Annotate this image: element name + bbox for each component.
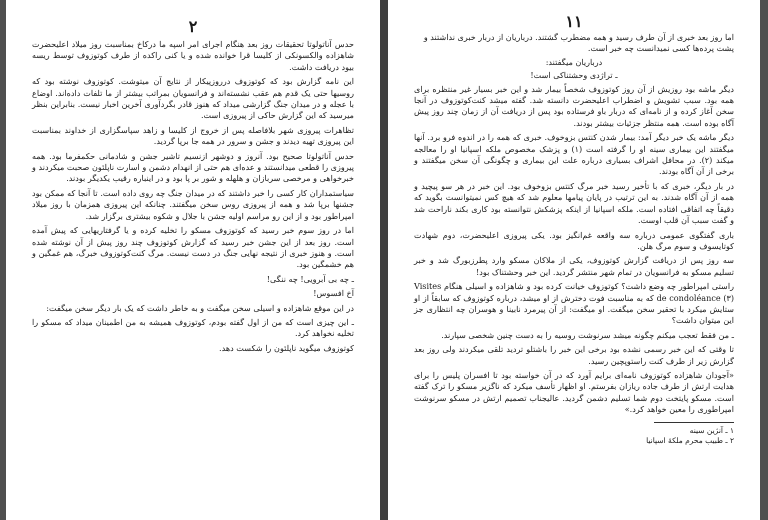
paragraph: سیاستمداران کار کسی را خبر داشتند که در میدان جنگ چه روی داده است. تا آنجا که ممکن بود جشنها برپا شد و همه از پیروزی روس سخن میگفتند. چنانکه این پیروزی همزمان با روز میلاد امپراطور بود و از این رو مراسم اولیه جشن با جلال و شکوه بیشتری برگزار شد. [32, 187, 354, 221]
paragraph: تظاهرات پیروزی شهر بلافاصله پس از خروج از کلیسا و زاهد سپاسگزاری از خداوند بمناسبت این پیروزی تهیه دیدند و جشن و سرور در همه جا برپا گردید. [32, 124, 354, 147]
paragraph: باری گفتگوی عمومی درباره سه واقعه غم‌انگیز بود. یکی پیروزی اعلیحضرت، دوم شهادت کوتایسوف و سوم مرگ هلن. [414, 229, 734, 251]
paragraph: در این موقع شاهزاده و اسیلی سخن میگفت و به خاطر داشت که یک بار دیگر سخن میگفت: [46, 302, 354, 313]
right-page [388, 0, 760, 520]
right-page-body [414, 84, 734, 416]
paragraph: حدس آناتولوتا صحیح بود. آنروز و دوشهر ازنسیم تاشیر جشن و شادمانی حکمفرما بود. همه پیروزی را قطعی میدانستند و عده‌ای هم حتی از انهدام دشمن و اسارت ناپلئون صحبت میکردند و خبرخواهی و مرخصی سربازان و هلهله و شور بر پا بود و در اینباره رقیب یکدیگر بودند. [32, 150, 354, 184]
page-gutter [380, 0, 388, 520]
footnote-divider [654, 422, 734, 423]
header-line: ـ تراژدی وحشتناکی است! [530, 70, 618, 81]
paragraph: ـ این چیزی است که من از اول گفته بودم، کوتوزوف همیشه به من اطمینان میداد که مسکو را تخلیه نخواهد کرد. [32, 316, 354, 339]
paragraph: راستی امپراطور چه وضع داشت؟ کوتوزوف خیانت کرده بود و شاهزاده و اسیلی هنگام Visites de condoléance (۳) که به مناسبت فوت دخترش از او میشد، درباره کوتوزوف که سابقاً از او ستایش میکرد با تحقیر سخن میگفت. او میگفت: از آن پیرمرد نابینا و هوسران چه انتظاری جز این میتوان داشت؟ [414, 281, 734, 326]
footnote: ۲ ـ طبیب محرم ملکهٔ اسپانیا [646, 435, 734, 445]
paragraph: آخ افسوس! [313, 288, 354, 299]
paragraph: تا وقتی که این خبر رسمی نشده بود برخی این خبر را باشتلو تردید تلقی میکردند ولی روز بعد گزارش زیر از طرف کنت راستوپچین رسید. [414, 344, 734, 366]
page-number: ۲ [188, 17, 198, 36]
paragraph: حدس آناتولوتا تحقیقات روز بعد هنگام اجرای امر اسپه ما درکاخ بمناسبت روز میلاد اعلیحضرت شاهزاده والکسونکی از کلیسا قرا خوانده شده و یا کنی راکده از طرف کوتوزوف توسط ریسه بیود دریافت داشت. [32, 39, 354, 72]
paragraph: در بار دیگر، خبری که با تأخیر رسید خبر مرگ کنتس بزوخوف بود. این خبر در هر سو پیچید و همه از آن آگاه شدند. به این ترتیب در پایان پیامها معلوم شد که هیچ کس نمیتوانست بگوید که دقیقاً چه اتفاقی افتاده است. ملکه اسپانیا از اینکه پزشکش نتوانسته بود کاری بکند ناراحت شد و گفت سبب آن قلب اوست. [414, 180, 734, 226]
paragraph: دیگر ماشه یک خبر دیگر آمد: بیمار شدن کنتس بزوخوف. خبری که همه را در اندوه فرو برد. آنها میگفتند این بیماری سینه او را گرفته است (۱) و پزشک مخصوص ملکه اسپانیا او را معالجه میکند (۲). در محافل اشراف بسیاری درباره علت این بیماری و چگونگی آن سخن میگفتند و برخی از آن آگاه بودند. [414, 132, 734, 177]
paragraph: دیگر ماشه بود روزیش از آن روز کوتوزوف شخصاً بیمار شد و این خبر بسیار غیر منتظره برای همه بود. سبب تشویش و اضطراب اعلیحضرت دانسته شد. گفته میشد کنت‌کوتوزوف در آنجا سخن آغاز کرده و از نامه‌ای که دربار باو فرستاده بود پس از دریافت آن از زمان چند روز پیش آگاه بوده است. همه منتظر جزئیات بیشتر بودند. [414, 83, 734, 128]
paragraph: این نامه گزارش بود که کوتوزوف درروزپیکار از نتایج آن میتوشت. کوتوزوف نوشته بود که روسیها حتی یک قدم هم عقب نشسته‌اند و فرانسویان بمراتب بیشتر از ما تلفات داده‌اند. اوضاع با عجله و در میدان جنگ گزارشی میداد که هنوز قادر بگردآوری آخرین اخبار نیست. بنابراین بنظر میرسید که این گزارش حاکی از پیروزی است. [32, 76, 354, 121]
paragraph: ـ چه بی آبرویی! چه ننگی! [266, 273, 354, 284]
paragraph: کوتوزوف میگوید ناپلئون را شکست دهد. [219, 342, 354, 353]
header-line: درباریان میگفتند: [545, 56, 603, 67]
paragraph: ـ من فقط تعجب میکنم چگونه میشد سرنوشت روسیه را به دست چنین شخصی سپارند. [441, 329, 734, 340]
paragraph: اما در روز سوم خبر رسید که کوتوزوف مسکو را تخلیه کرده و یا گرفتاریهایی که پیش آمده است. روز بعد از این جشن خبر رسید که گزارش کوتوزوف چند روز پیش از آن نوشته شده است. و هنوز خبری از نتیجه نهایی جنگ در دست نیست. مرگ کنت‌کوتوزوف خبرگ، هم غمگین و هم خشمگین بود. [32, 225, 354, 270]
header-line: اما روز بعد خبری از آن طرف رسید و همه مضطرب گشتند. درباریان از دربار خبری نداشتند و پشت پرده‌ها کسی نمیدانست چه خبر است. [423, 32, 734, 54]
left-page [6, 0, 380, 520]
page-number: ۱۱ [565, 12, 583, 31]
paragraph: «آجودان شاهزاده کوتوزوف نامه‌ای برایم آورد که در آن خواسته بود تا افسران پلیس را برای هدایت ارتش از طرف جاده ریازان بفرستم. او اظهار تأسف میکرد که ناگزیر مسکو را ترک گفته است. مسکو پایتخت دوم شما تسلیم دشمن گردید. عالیجناب تصمیم ارتش در مسکو سرنوشت امپراطوری را معین خواهد کرد.» [414, 369, 734, 415]
left-page-body [32, 39, 354, 354]
footnote: ۱ ـ آنژین سینه [689, 425, 734, 435]
paragraph: سه روز پس از دریافت گزارش کوتوزوف، یکی از ملاکان مسکو وارد پطرزبورگ شد و خبر تسلیم مسکو به فرانسویان در تمام شهر منتشر گردید. این خبر وحشتناک بود! [414, 255, 734, 277]
